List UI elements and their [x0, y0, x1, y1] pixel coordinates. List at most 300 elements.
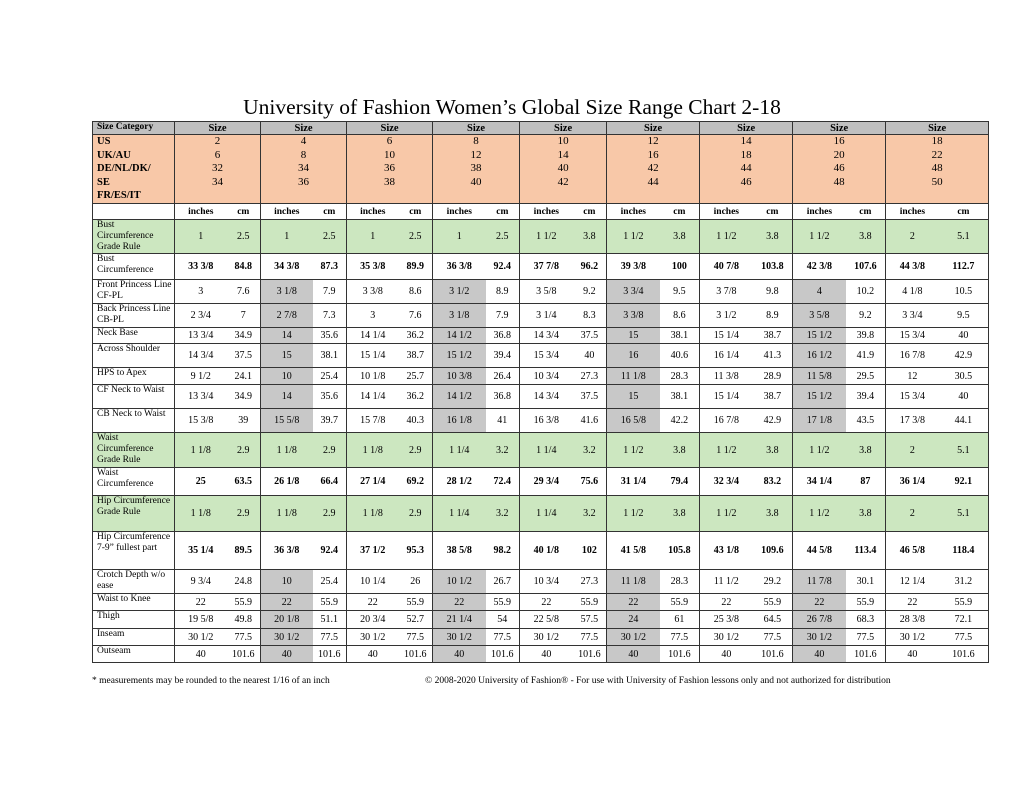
value-inches: 30 1/2 [433, 629, 486, 646]
value-cm: 92.1 [939, 468, 989, 496]
value-inches: 3 1/2 [700, 304, 753, 328]
value-inches: 2 [886, 433, 939, 468]
size-values: 2 6 32 34 [175, 135, 261, 204]
value-inches: 22 5/8 [520, 611, 573, 629]
value-cm: 55.9 [660, 594, 700, 611]
measurement-row [93, 220, 989, 254]
value-cm: 34.9 [227, 328, 261, 344]
value-cm: 37.5 [227, 344, 261, 368]
value-inches: 31 1/4 [607, 468, 660, 496]
value-inches: 46 5/8 [886, 532, 939, 570]
value-inches: 16 7/8 [886, 344, 939, 368]
value-inches: 4 [793, 280, 846, 304]
value-cm: 77.5 [399, 629, 433, 646]
value-inches: 15 [607, 385, 660, 409]
value-cm: 112.7 [939, 254, 989, 280]
value-cm: 109.6 [753, 532, 793, 570]
value-inches: 3 3/8 [607, 304, 660, 328]
value-inches: 4 1/8 [886, 280, 939, 304]
value-cm: 40 [939, 328, 989, 344]
value-cm: 55.9 [227, 594, 261, 611]
value-cm: 98.2 [486, 532, 520, 570]
value-inches: 1 1/2 [607, 496, 660, 532]
value-inches: 15 1/4 [700, 328, 753, 344]
size-values: 16 20 46 48 [793, 135, 886, 204]
value-cm: 2.5 [486, 220, 520, 254]
value-inches: 1 1/2 [700, 496, 753, 532]
value-cm: 42.9 [753, 409, 793, 433]
value-inches: 40 [347, 646, 399, 663]
value-cm: 39.8 [846, 328, 886, 344]
value-cm: 10.2 [846, 280, 886, 304]
value-inches: 1 1/4 [433, 433, 486, 468]
value-inches: 1 1/8 [175, 433, 227, 468]
unit-inches: inches [886, 204, 939, 220]
value-cm: 38.7 [753, 328, 793, 344]
value-inches: 14 [261, 385, 313, 409]
measurement-label: Bust Circumference [93, 254, 175, 280]
value-inches: 1 1/2 [793, 220, 846, 254]
value-inches: 3 1/8 [433, 304, 486, 328]
measurement-row [93, 611, 989, 629]
value-cm: 36.2 [399, 385, 433, 409]
size-header: Size [700, 122, 793, 135]
measurement-label: Hip Circumference 7-9” fullest part [93, 532, 175, 570]
value-inches: 3 3/4 [607, 280, 660, 304]
size-values: 12 16 42 44 [607, 135, 700, 204]
unit-inches: inches [175, 204, 227, 220]
value-cm: 3.8 [660, 433, 700, 468]
measurement-row [93, 468, 989, 496]
value-inches: 40 [793, 646, 846, 663]
value-inches: 1 1/4 [520, 433, 573, 468]
value-inches: 10 3/8 [433, 368, 486, 385]
value-cm: 8.3 [573, 304, 607, 328]
value-inches: 1 [261, 220, 313, 254]
measurement-row [93, 496, 989, 532]
value-cm: 101.6 [846, 646, 886, 663]
value-cm: 41.6 [573, 409, 607, 433]
value-inches: 32 3/4 [700, 468, 753, 496]
measurement-row [93, 344, 989, 368]
value-inches: 15 3/4 [520, 344, 573, 368]
value-inches: 17 3/8 [886, 409, 939, 433]
unit-cm: cm [399, 204, 433, 220]
value-inches: 25 [175, 468, 227, 496]
size-header: Size [347, 122, 433, 135]
value-cm: 42.2 [660, 409, 700, 433]
value-inches: 17 1/8 [793, 409, 846, 433]
value-cm: 28.3 [660, 368, 700, 385]
value-cm: 89.5 [227, 532, 261, 570]
value-inches: 30 1/2 [520, 629, 573, 646]
size-header: Size [261, 122, 347, 135]
value-inches: 19 5/8 [175, 611, 227, 629]
value-cm: 29.5 [846, 368, 886, 385]
value-inches: 22 [886, 594, 939, 611]
value-cm: 26 [399, 570, 433, 594]
unit-cm: cm [660, 204, 700, 220]
measurement-label: Waist Circumference Grade Rule [93, 433, 175, 468]
unit-cm: cm [753, 204, 793, 220]
value-cm: 3.8 [660, 496, 700, 532]
value-inches: 16 1/2 [793, 344, 846, 368]
value-inches: 22 [347, 594, 399, 611]
measurement-row [93, 594, 989, 611]
value-inches: 36 1/4 [886, 468, 939, 496]
value-inches: 15 3/4 [886, 385, 939, 409]
value-cm: 54 [486, 611, 520, 629]
value-inches: 41 5/8 [607, 532, 660, 570]
value-inches: 3 3/8 [347, 280, 399, 304]
value-cm: 75.6 [573, 468, 607, 496]
value-cm: 7 [227, 304, 261, 328]
value-cm: 113.4 [846, 532, 886, 570]
measurement-row [93, 433, 989, 468]
value-inches: 1 1/2 [700, 433, 753, 468]
value-cm: 26.7 [486, 570, 520, 594]
value-inches: 16 7/8 [700, 409, 753, 433]
measurement-row [93, 646, 989, 663]
value-inches: 1 1/2 [607, 433, 660, 468]
value-inches: 1 [175, 220, 227, 254]
measurement-label: Hip Circumference Grade Rule [93, 496, 175, 532]
value-inches: 3 1/4 [520, 304, 573, 328]
value-cm: 2.9 [313, 496, 347, 532]
value-cm: 39.4 [846, 385, 886, 409]
unit-inches: inches [793, 204, 846, 220]
value-inches: 37 7/8 [520, 254, 573, 280]
value-inches: 35 3/8 [347, 254, 399, 280]
value-inches: 11 1/8 [607, 368, 660, 385]
value-cm: 9.2 [573, 280, 607, 304]
value-cm: 27.3 [573, 368, 607, 385]
value-inches: 22 [520, 594, 573, 611]
region-labels: US UK/AU DE/NL/DK/ SE FR/ES/IT [93, 135, 175, 204]
value-cm: 95.3 [399, 532, 433, 570]
value-cm: 101.6 [227, 646, 261, 663]
value-inches: 15 1/4 [347, 344, 399, 368]
value-inches: 14 1/4 [347, 328, 399, 344]
measurement-label: CF Neck to Waist [93, 385, 175, 409]
header-row [93, 122, 989, 135]
measurement-row [93, 254, 989, 280]
measurement-label: Front Princess Line CF-PL [93, 280, 175, 304]
value-inches: 16 5/8 [607, 409, 660, 433]
value-cm: 2.5 [399, 220, 433, 254]
value-cm: 39.7 [313, 409, 347, 433]
value-inches: 1 [433, 220, 486, 254]
value-inches: 42 3/8 [793, 254, 846, 280]
value-inches: 14 3/4 [520, 328, 573, 344]
value-cm: 77.5 [753, 629, 793, 646]
value-cm: 29.2 [753, 570, 793, 594]
value-inches: 40 1/8 [520, 532, 573, 570]
value-inches: 20 3/4 [347, 611, 399, 629]
value-cm: 87 [846, 468, 886, 496]
value-cm: 41.9 [846, 344, 886, 368]
value-cm: 77.5 [486, 629, 520, 646]
value-inches: 40 [261, 646, 313, 663]
value-inches: 12 1/4 [886, 570, 939, 594]
value-inches: 10 1/8 [347, 368, 399, 385]
value-cm: 38.7 [399, 344, 433, 368]
value-inches: 15 1/4 [700, 385, 753, 409]
value-cm: 63.5 [227, 468, 261, 496]
value-inches: 10 3/4 [520, 570, 573, 594]
value-cm: 37.5 [573, 385, 607, 409]
value-cm: 2.9 [313, 433, 347, 468]
value-cm: 69.2 [399, 468, 433, 496]
value-inches: 44 3/8 [886, 254, 939, 280]
value-cm: 30.1 [846, 570, 886, 594]
value-cm: 77.5 [313, 629, 347, 646]
value-cm: 36.8 [486, 328, 520, 344]
value-cm: 2.5 [313, 220, 347, 254]
size-category-header: Size Category [93, 122, 175, 135]
value-inches: 29 3/4 [520, 468, 573, 496]
measurement-label: Across Shoulder [93, 344, 175, 368]
size-values: 18 22 48 50 [886, 135, 989, 204]
value-cm: 30.5 [939, 368, 989, 385]
measurement-label: Waist to Knee [93, 594, 175, 611]
value-cm: 77.5 [660, 629, 700, 646]
value-cm: 72.1 [939, 611, 989, 629]
value-cm: 38.1 [313, 344, 347, 368]
rounding-note: * measurements may be rounded to the nearest 1/16 of an inch [92, 676, 330, 686]
value-inches: 1 [347, 220, 399, 254]
measurement-label: Bust Circumference Grade Rule [93, 220, 175, 254]
value-cm: 52.7 [399, 611, 433, 629]
unit-cm: cm [227, 204, 261, 220]
value-inches: 33 3/8 [175, 254, 227, 280]
value-cm: 77.5 [939, 629, 989, 646]
value-inches: 24 [607, 611, 660, 629]
value-inches: 3 3/4 [886, 304, 939, 328]
value-cm: 84.8 [227, 254, 261, 280]
value-inches: 11 1/2 [700, 570, 753, 594]
value-inches: 34 1/4 [793, 468, 846, 496]
value-inches: 11 1/8 [607, 570, 660, 594]
value-inches: 2 [886, 220, 939, 254]
value-inches: 3 1/2 [433, 280, 486, 304]
value-cm: 101.6 [660, 646, 700, 663]
value-cm: 66.4 [313, 468, 347, 496]
value-cm: 25.7 [399, 368, 433, 385]
value-inches: 40 [175, 646, 227, 663]
unit-cm: cm [313, 204, 347, 220]
value-cm: 77.5 [227, 629, 261, 646]
unit-inches: inches [433, 204, 486, 220]
value-inches: 16 1/4 [700, 344, 753, 368]
measurement-row [93, 409, 989, 433]
value-cm: 3.8 [660, 220, 700, 254]
value-inches: 35 1/4 [175, 532, 227, 570]
value-cm: 25.4 [313, 570, 347, 594]
value-cm: 5.1 [939, 220, 989, 254]
copyright-notice: © 2008-2020 University of Fashion® - For use with University of Fashion lessons only and not authorized for distribution [425, 676, 891, 686]
value-inches: 22 [261, 594, 313, 611]
size-header: Size [175, 122, 261, 135]
value-cm: 89.9 [399, 254, 433, 280]
value-inches: 22 [793, 594, 846, 611]
value-cm: 3.8 [753, 433, 793, 468]
value-cm: 36.8 [486, 385, 520, 409]
measurement-row [93, 368, 989, 385]
measurement-row [93, 570, 989, 594]
value-inches: 38 5/8 [433, 532, 486, 570]
value-cm: 25.4 [313, 368, 347, 385]
value-inches: 10 1/2 [433, 570, 486, 594]
value-cm: 68.3 [846, 611, 886, 629]
value-inches: 1 1/8 [261, 496, 313, 532]
value-cm: 34.9 [227, 385, 261, 409]
value-inches: 26 1/8 [261, 468, 313, 496]
size-conversion-row [93, 135, 989, 204]
measurement-label: Neck Base [93, 328, 175, 344]
value-cm: 39 [227, 409, 261, 433]
value-inches: 14 3/4 [175, 344, 227, 368]
measurement-row [93, 385, 989, 409]
value-cm: 5.1 [939, 496, 989, 532]
value-inches: 15 [261, 344, 313, 368]
value-cm: 101.6 [486, 646, 520, 663]
value-cm: 41.3 [753, 344, 793, 368]
value-inches: 11 7/8 [793, 570, 846, 594]
value-cm: 36.2 [399, 328, 433, 344]
value-inches: 15 5/8 [261, 409, 313, 433]
value-cm: 77.5 [846, 629, 886, 646]
size-chart-table [92, 121, 989, 663]
value-inches: 22 [607, 594, 660, 611]
unit-cm: cm [486, 204, 520, 220]
value-inches: 1 1/8 [175, 496, 227, 532]
value-inches: 36 3/8 [261, 532, 313, 570]
value-cm: 101.6 [399, 646, 433, 663]
value-cm: 27.3 [573, 570, 607, 594]
value-inches: 16 [607, 344, 660, 368]
unit-inches: inches [520, 204, 573, 220]
size-header: Size [886, 122, 989, 135]
value-cm: 9.5 [660, 280, 700, 304]
value-inches: 1 1/2 [607, 220, 660, 254]
measurement-label: Thigh [93, 611, 175, 629]
value-cm: 2.9 [227, 433, 261, 468]
value-inches: 43 1/8 [700, 532, 753, 570]
value-inches: 13 3/4 [175, 328, 227, 344]
value-cm: 7.6 [227, 280, 261, 304]
value-cm: 43.5 [846, 409, 886, 433]
value-inches: 11 5/8 [793, 368, 846, 385]
value-inches: 30 1/2 [261, 629, 313, 646]
value-inches: 10 3/4 [520, 368, 573, 385]
value-cm: 10.5 [939, 280, 989, 304]
value-cm: 3.8 [846, 433, 886, 468]
measurement-label: Waist Circumference [93, 468, 175, 496]
value-inches: 10 1/4 [347, 570, 399, 594]
value-cm: 103.8 [753, 254, 793, 280]
unit-inches: inches [607, 204, 660, 220]
value-cm: 72.4 [486, 468, 520, 496]
unit-cm: cm [939, 204, 989, 220]
measurement-label: Back Princess Line CB-PL [93, 304, 175, 328]
measurement-label: Inseam [93, 629, 175, 646]
value-cm: 39.4 [486, 344, 520, 368]
value-cm: 24.8 [227, 570, 261, 594]
size-values: 6 10 36 38 [347, 135, 433, 204]
value-inches: 3 5/8 [520, 280, 573, 304]
value-inches: 15 1/2 [793, 385, 846, 409]
value-inches: 25 3/8 [700, 611, 753, 629]
value-cm: 92.4 [313, 532, 347, 570]
value-inches: 3 [175, 280, 227, 304]
value-inches: 15 1/2 [433, 344, 486, 368]
value-inches: 2 3/4 [175, 304, 227, 328]
value-cm: 38.1 [660, 385, 700, 409]
value-inches: 2 [886, 496, 939, 532]
value-inches: 40 [520, 646, 573, 663]
value-cm: 105.8 [660, 532, 700, 570]
value-inches: 14 1/2 [433, 385, 486, 409]
value-inches: 40 [607, 646, 660, 663]
value-cm: 79.4 [660, 468, 700, 496]
value-cm: 55.9 [753, 594, 793, 611]
value-inches: 20 1/8 [261, 611, 313, 629]
size-header: Size [607, 122, 700, 135]
value-cm: 42.9 [939, 344, 989, 368]
value-cm: 3.2 [573, 496, 607, 532]
value-cm: 51.1 [313, 611, 347, 629]
value-cm: 8.6 [660, 304, 700, 328]
value-cm: 107.6 [846, 254, 886, 280]
value-cm: 3.2 [486, 496, 520, 532]
size-values: 14 18 44 46 [700, 135, 793, 204]
value-inches: 1 1/2 [700, 220, 753, 254]
value-cm: 96.2 [573, 254, 607, 280]
value-cm: 24.1 [227, 368, 261, 385]
measurement-row [93, 532, 989, 570]
value-cm: 38.1 [660, 328, 700, 344]
value-inches: 15 1/2 [793, 328, 846, 344]
value-inches: 30 1/2 [607, 629, 660, 646]
value-inches: 9 1/2 [175, 368, 227, 385]
value-cm: 8.9 [753, 304, 793, 328]
size-header: Size [433, 122, 520, 135]
value-cm: 101.6 [753, 646, 793, 663]
value-cm: 35.6 [313, 328, 347, 344]
value-cm: 40.3 [399, 409, 433, 433]
value-inches: 30 1/2 [700, 629, 753, 646]
value-inches: 40 [433, 646, 486, 663]
value-cm: 2.9 [399, 433, 433, 468]
value-cm: 101.6 [313, 646, 347, 663]
value-inches: 14 3/4 [520, 385, 573, 409]
value-cm: 3.2 [486, 433, 520, 468]
value-cm: 100 [660, 254, 700, 280]
value-cm: 3.2 [573, 433, 607, 468]
value-inches: 1 1/8 [347, 496, 399, 532]
value-cm: 3.8 [846, 496, 886, 532]
value-inches: 40 [886, 646, 939, 663]
value-inches: 26 7/8 [793, 611, 846, 629]
value-inches: 22 [700, 594, 753, 611]
value-cm: 64.5 [753, 611, 793, 629]
value-cm: 40.6 [660, 344, 700, 368]
chart-title: University of Fashion Women’s Global Size Range Chart 2-18 [243, 95, 781, 119]
value-inches: 15 [607, 328, 660, 344]
size-values: 8 12 38 40 [433, 135, 520, 204]
value-inches: 1 1/2 [793, 433, 846, 468]
